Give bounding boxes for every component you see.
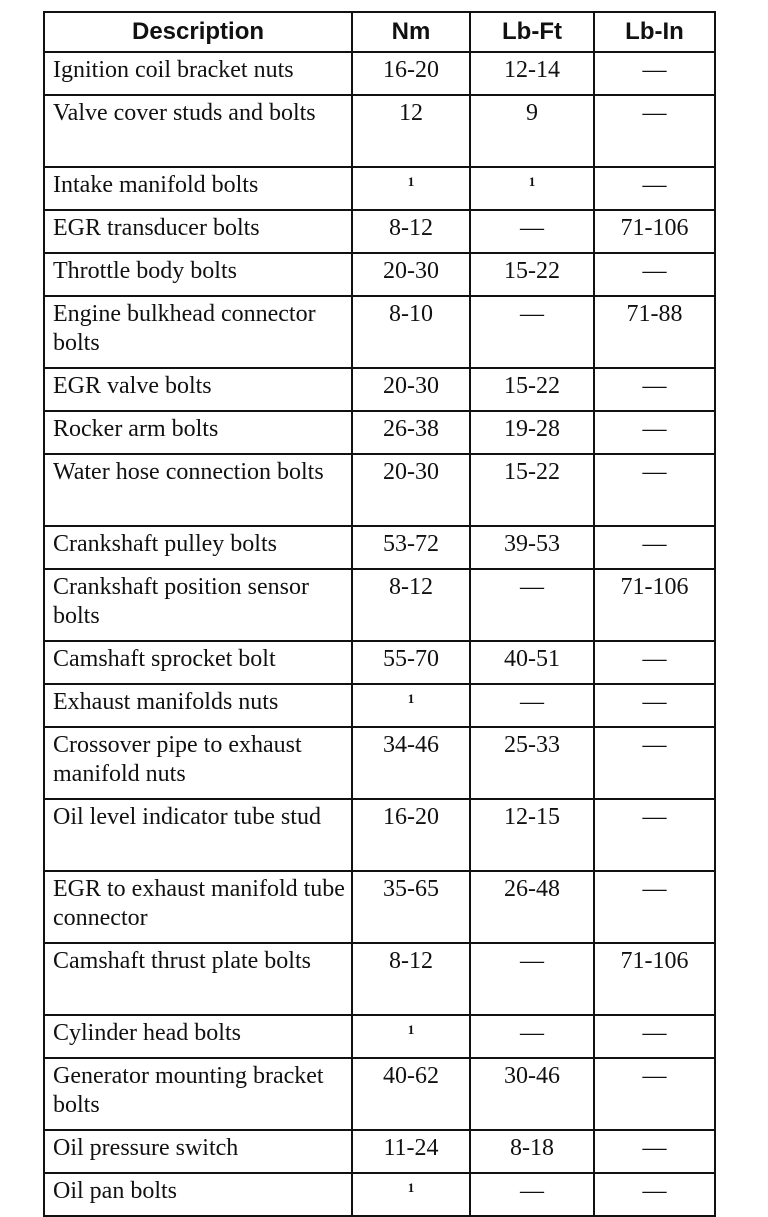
table-row <box>44 368 715 411</box>
lbin-cell: — <box>594 454 715 526</box>
lbft-cell: 9 <box>470 95 594 167</box>
table-row <box>44 1130 715 1173</box>
nm-cell: 55-70 <box>352 641 470 684</box>
lbft-cell: — <box>470 684 594 727</box>
table-row <box>44 871 715 943</box>
lbin-cell: — <box>594 871 715 943</box>
lbft-cell: — <box>470 1173 594 1216</box>
lbin-cell: — <box>594 368 715 411</box>
lbft-cell <box>470 167 594 210</box>
footnote-marker: 1 <box>407 1022 415 1037</box>
table-row <box>44 1058 715 1130</box>
lbft-cell: — <box>470 210 594 253</box>
lbft-cell: — <box>470 569 594 641</box>
lbft-cell: 40-51 <box>470 641 594 684</box>
lbin-cell: — <box>594 641 715 684</box>
footnote-marker: 1 <box>407 1180 415 1195</box>
lbft-cell: 8-18 <box>470 1130 594 1173</box>
lbin-cell: — <box>594 1173 715 1216</box>
nm-cell: 20-30 <box>352 454 470 526</box>
table-row <box>44 411 715 454</box>
description-cell: Throttle body bolts <box>44 253 352 296</box>
nm-cell: 11-24 <box>352 1130 470 1173</box>
lbft-cell: 19-28 <box>470 411 594 454</box>
header-lbin: Lb-In <box>594 12 715 52</box>
lbin-cell: — <box>594 411 715 454</box>
description-cell: EGR transducer bolts <box>44 210 352 253</box>
lbft-cell: 15-22 <box>470 454 594 526</box>
lbft-cell: — <box>470 943 594 1015</box>
nm-cell: 16-20 <box>352 52 470 95</box>
description-cell: Engine bulkhead connector bolts <box>44 296 352 368</box>
lbft-cell: 12-14 <box>470 52 594 95</box>
lbin-cell: — <box>594 1015 715 1058</box>
table-row <box>44 95 715 167</box>
description-cell: Rocker arm bolts <box>44 411 352 454</box>
lbft-cell: 12-15 <box>470 799 594 871</box>
table-row <box>44 1015 715 1058</box>
footnote-marker: 1 <box>407 691 415 706</box>
torque-spec-table <box>43 11 716 1217</box>
table-row <box>44 52 715 95</box>
table-row <box>44 296 715 368</box>
table-row <box>44 569 715 641</box>
lbft-cell: 15-22 <box>470 368 594 411</box>
description-cell: Crankshaft position sensor bolts <box>44 569 352 641</box>
description-cell: Intake manifold bolts <box>44 167 352 210</box>
nm-cell: 12 <box>352 95 470 167</box>
lbft-cell: 26-48 <box>470 871 594 943</box>
description-cell: Water hose connection bolts <box>44 454 352 526</box>
table-row <box>44 1173 715 1216</box>
lbft-cell: 25-33 <box>470 727 594 799</box>
header-nm: Nm <box>352 12 470 52</box>
table-row <box>44 526 715 569</box>
lbin-cell: — <box>594 1058 715 1130</box>
lbft-cell: 15-22 <box>470 253 594 296</box>
header-row <box>44 12 715 52</box>
nm-cell <box>352 1015 470 1058</box>
lbin-cell: 71-88 <box>594 296 715 368</box>
description-cell: Cylinder head bolts <box>44 1015 352 1058</box>
header-lbft: Lb-Ft <box>470 12 594 52</box>
nm-cell <box>352 684 470 727</box>
table-row <box>44 799 715 871</box>
table-row <box>44 943 715 1015</box>
lbin-cell: — <box>594 684 715 727</box>
nm-cell: 20-30 <box>352 253 470 296</box>
nm-cell: 34-46 <box>352 727 470 799</box>
lbft-cell: — <box>470 296 594 368</box>
nm-cell: 20-30 <box>352 368 470 411</box>
footnote-marker: 1 <box>407 174 415 189</box>
description-cell: Camshaft sprocket bolt <box>44 641 352 684</box>
description-cell: Valve cover studs and bolts <box>44 95 352 167</box>
nm-cell: 8-12 <box>352 569 470 641</box>
table-row <box>44 253 715 296</box>
table-row <box>44 210 715 253</box>
description-cell: Exhaust manifolds nuts <box>44 684 352 727</box>
lbft-cell: 39-53 <box>470 526 594 569</box>
table-row <box>44 684 715 727</box>
lbin-cell: — <box>594 167 715 210</box>
description-cell: Oil pan bolts <box>44 1173 352 1216</box>
footnote-marker: 1 <box>528 174 536 189</box>
lbin-cell: — <box>594 526 715 569</box>
nm-cell <box>352 167 470 210</box>
nm-cell: 8-10 <box>352 296 470 368</box>
description-cell: Crankshaft pulley bolts <box>44 526 352 569</box>
lbin-cell: 71-106 <box>594 943 715 1015</box>
lbin-cell: — <box>594 727 715 799</box>
table-row <box>44 167 715 210</box>
description-cell: Crossover pipe to exhaust manifold nuts <box>44 727 352 799</box>
table-row <box>44 727 715 799</box>
description-cell: Oil level indicator tube stud <box>44 799 352 871</box>
lbin-cell: — <box>594 799 715 871</box>
description-cell: Oil pressure switch <box>44 1130 352 1173</box>
lbin-cell: — <box>594 1130 715 1173</box>
nm-cell: 8-12 <box>352 210 470 253</box>
nm-cell <box>352 1173 470 1216</box>
lbft-cell: 30-46 <box>470 1058 594 1130</box>
nm-cell: 40-62 <box>352 1058 470 1130</box>
description-cell: Ignition coil bracket nuts <box>44 52 352 95</box>
header-description: Description <box>44 12 352 52</box>
description-cell: Camshaft thrust plate bolts <box>44 943 352 1015</box>
nm-cell: 8-12 <box>352 943 470 1015</box>
table-row <box>44 454 715 526</box>
lbin-cell: — <box>594 52 715 95</box>
lbin-cell: 71-106 <box>594 210 715 253</box>
description-cell: Generator mounting bracket bolts <box>44 1058 352 1130</box>
nm-cell: 16-20 <box>352 799 470 871</box>
nm-cell: 26-38 <box>352 411 470 454</box>
lbin-cell: 71-106 <box>594 569 715 641</box>
description-cell: EGR valve bolts <box>44 368 352 411</box>
lbin-cell: — <box>594 95 715 167</box>
nm-cell: 53-72 <box>352 526 470 569</box>
lbin-cell: — <box>594 253 715 296</box>
table-row <box>44 641 715 684</box>
lbft-cell: — <box>470 1015 594 1058</box>
nm-cell: 35-65 <box>352 871 470 943</box>
description-cell: EGR to exhaust manifold tube connector <box>44 871 352 943</box>
